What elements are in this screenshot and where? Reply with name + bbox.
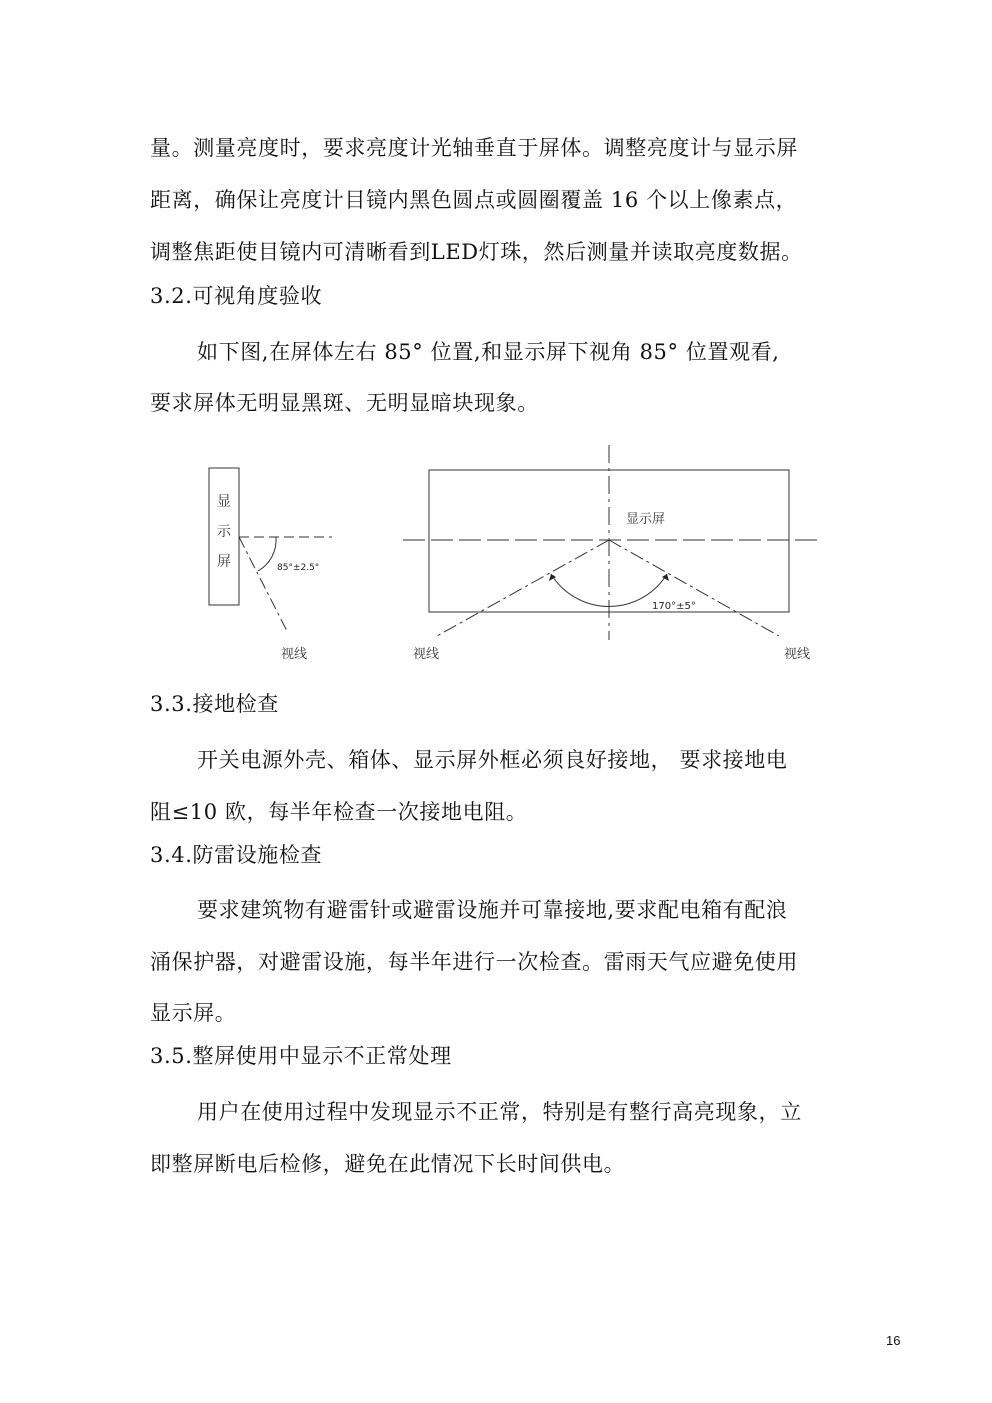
side-angle-label: 85°±2.5° (277, 563, 320, 573)
front-screen-label: 显示屏 (626, 512, 666, 527)
front-sight-line-right (609, 540, 779, 636)
side-screen-char: 示 (217, 524, 231, 540)
body-text-line: 要求建筑物有避雷针或避雷设施并可靠接地,要求配电箱有配浪 (197, 898, 788, 922)
body-text-line: 涌保护器，对避雷设施，每半年进行一次检查。雷雨天气应避免使用 (150, 950, 798, 974)
section-heading-3-5: 3.5.整屏使用中显示不正常处理 (150, 1044, 452, 1068)
body-text-line: 量。测量亮度时，要求亮度计光轴垂直于屏体。调整亮度计与显示屏 (150, 136, 798, 160)
page-number: 16 (886, 1333, 901, 1348)
front-sight-label-right: 视线 (784, 647, 811, 662)
front-sight-line-left (437, 540, 609, 636)
body-text-line: 阻≤10 欧，每半年检查一次接地电阻。 (150, 800, 528, 824)
side-sight-label: 视线 (281, 647, 308, 662)
body-text-line: 即整屏断电后检修，避免在此情况下长时间供电。 (150, 1152, 626, 1176)
body-text-line: 要求屏体无明显黑斑、无明显暗块现象。 (150, 391, 539, 415)
body-text-line: 显示屏。 (150, 1001, 237, 1025)
body-text-line: 距离，确保让亮度计目镜内黑色圆点或圆圈覆盖 16 个以上像素点， (150, 188, 798, 212)
section-heading-3-2: 3.2.可视角度验收 (150, 284, 323, 308)
side-angle-arc (258, 537, 276, 571)
section-heading-3-4: 3.4.防雷设施检查 (150, 843, 323, 867)
section-heading-3-3: 3.3.接地检查 (150, 692, 279, 716)
side-screen-char: 显 (217, 494, 231, 510)
body-text-line: 用户在使用过程中发现显示不正常，特别是有整行高亮现象，立 (197, 1100, 802, 1124)
side-screen-char: 屏 (217, 554, 231, 570)
body-text-line: 调整焦距使目镜内可清晰看到LED灯珠，然后测量并读取亮度数据。 (150, 240, 803, 264)
side-view (209, 468, 332, 633)
viewing-angle-diagram (0, 440, 992, 680)
body-text-line: 开关电源外壳、箱体、显示屏外框必须良好接地， 要求接地电 (197, 748, 788, 772)
front-view (403, 445, 817, 640)
front-sight-label-left: 视线 (413, 647, 440, 662)
side-sight-line (239, 537, 288, 633)
body-text-line: 如下图,在屏体左右 85° 位置,和显示屏下视角 85° 位置观看, (197, 340, 780, 364)
front-angle-label: 170°±5° (652, 601, 696, 612)
